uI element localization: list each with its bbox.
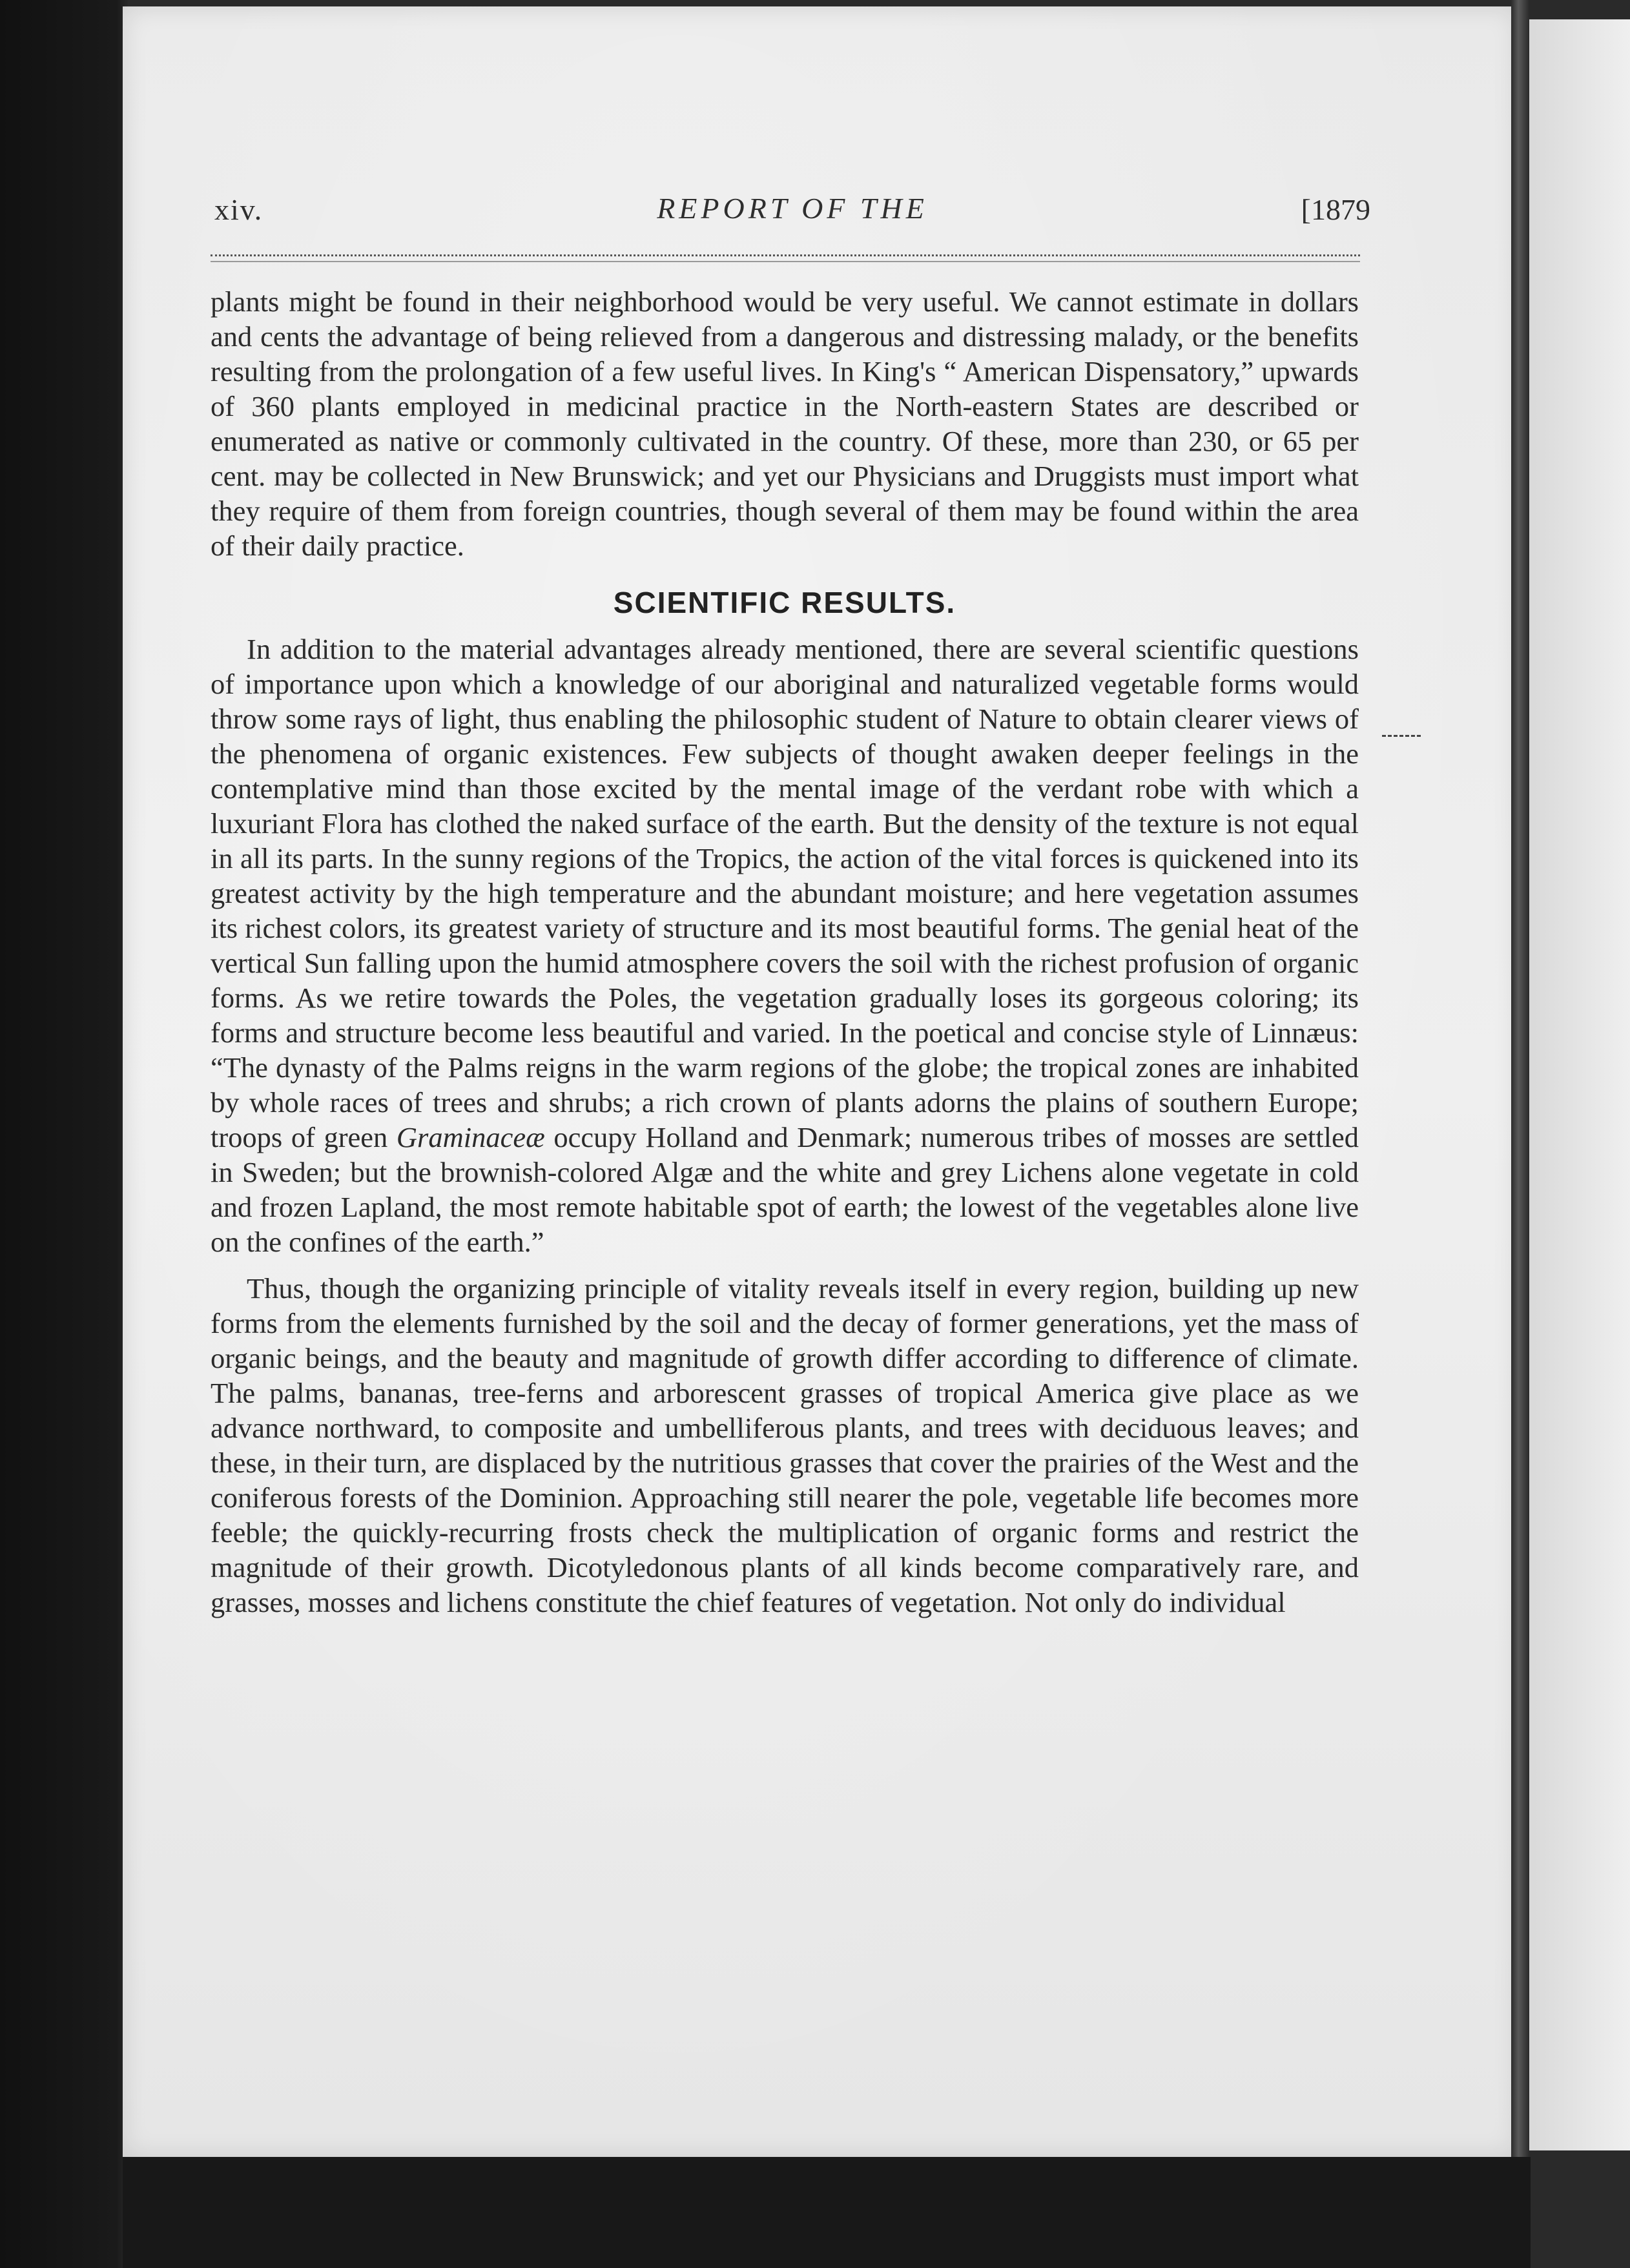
paragraph-scientific-1 xyxy=(211,632,1359,1259)
adjacent-page-edge xyxy=(1529,19,1630,2150)
paragraph-scientific-1-end: occupy Holland and Denmark; numerous tribes of mosses are settled in Sweden; but the brownish-colored Algæ and the white and grey Lichens alone vegetate in cold and frozen Lapland, the most remote habitable spot of earth; the lowest of the vegetables alone live on the confines of the earth.” xyxy=(211,1121,1359,1258)
paragraph-scientific-2: Thus, though the organizing principle of vitality reveals itself in every region, building up new forms from the elements furnished by the soil and the decay of former generations, yet the mass of organic beings, and the beauty and magnitude of growth differ according to difference of climate. The palms, bananas, tree-ferns and arborescent grasses of tropical America give place as we advance northward, to composite and umbelliferous plants, and trees with deciduous leaves; and these, in their turn, are displaced by the nutritious grasses that cover the prairies of the West and the coniferous forests of the Dominion. Approaching still nearer the pole, vegetable life becomes more feeble; the quickly-recurring frosts check the multiplication of organic forms and restrict the magnitude of their growth. Dicotyledonous plants of all kinds become comparatively rare, and grasses, mosses and lichens constitute the chief features of vegetation. Not only do individual xyxy=(211,1272,1359,1618)
italic-term: Graminaceæ xyxy=(396,1121,545,1153)
page-bottom-shadow xyxy=(123,2157,1531,2268)
page-number: xiv. xyxy=(214,193,263,226)
paragraph-gap xyxy=(211,1259,1359,1271)
running-year: [1879 xyxy=(1301,193,1370,226)
paragraph-scientific-1-text: In addition to the material advantages already mentioned, there are several scientific questions of importance upon which a knowledge of our aboriginal and naturalized vegetable forms would throw some rays of light, thus enabling the philosophic student of Nature to obtain clearer views of the phenomena of organic existences. Few subjects of thought awaken deeper feelings in the contemplative mind than those excited by the mental image of the verdant robe with which a luxuriant Flora has clothed the naked surface of the earth. But the density of the texture is not equal in all its parts. In the sunny regions of the Tropics, the action of the vital forces is quickened into its greatest activity by the high temperature and the abundant moisture; and here vegetation assumes its richest colors, its greatest variety of structure and its most beautiful forms. The genial heat of the vertical Sun falling upon the humid atmosphere covers the soil with the richest profusion of organic forms. As we retire towards the Poles, the vegetation gradually loses its gorgeous coloring; its forms and structure become less beautiful and varied. In the poetical and concise style of Linnæus: “The dynasty of the Palms reigns in the warm regions of the globe; the tropical zones are inhabited by whole races of trees and shrubs; a rich crown of plants adorns the plains of southern Europe; troops of green xyxy=(211,633,1359,1153)
running-head xyxy=(214,189,1370,240)
margin-mark xyxy=(1382,735,1421,741)
body-text xyxy=(211,284,1359,1620)
section-heading: SCIENTIFIC RESULTS. xyxy=(613,586,956,619)
header-rule xyxy=(211,261,1360,262)
header-dotted-rule xyxy=(211,254,1360,256)
page-gutter xyxy=(1511,0,1529,2268)
paragraph-continued: plants might be found in their neighborhood would be very useful. We cannot estimate in dollars and cents the advantage of being relieved from a dangerous and distressing malady, or the benefits resulting from the prolongation of a few useful lives. In King's “ American Dispensatory,” upwards of 360 plants employed in medicinal practice in the North-eastern States are described or enumerated as native or commonly cultivated in the country. Of these, more than 230, or 65 per cent. may be collected in New Brunswick; and yet our Physicians and Druggists must import what they require of them from foreign countries, though several of them may be found within the area of their daily practice. xyxy=(211,285,1359,562)
running-title: REPORT OF THE xyxy=(657,192,928,225)
